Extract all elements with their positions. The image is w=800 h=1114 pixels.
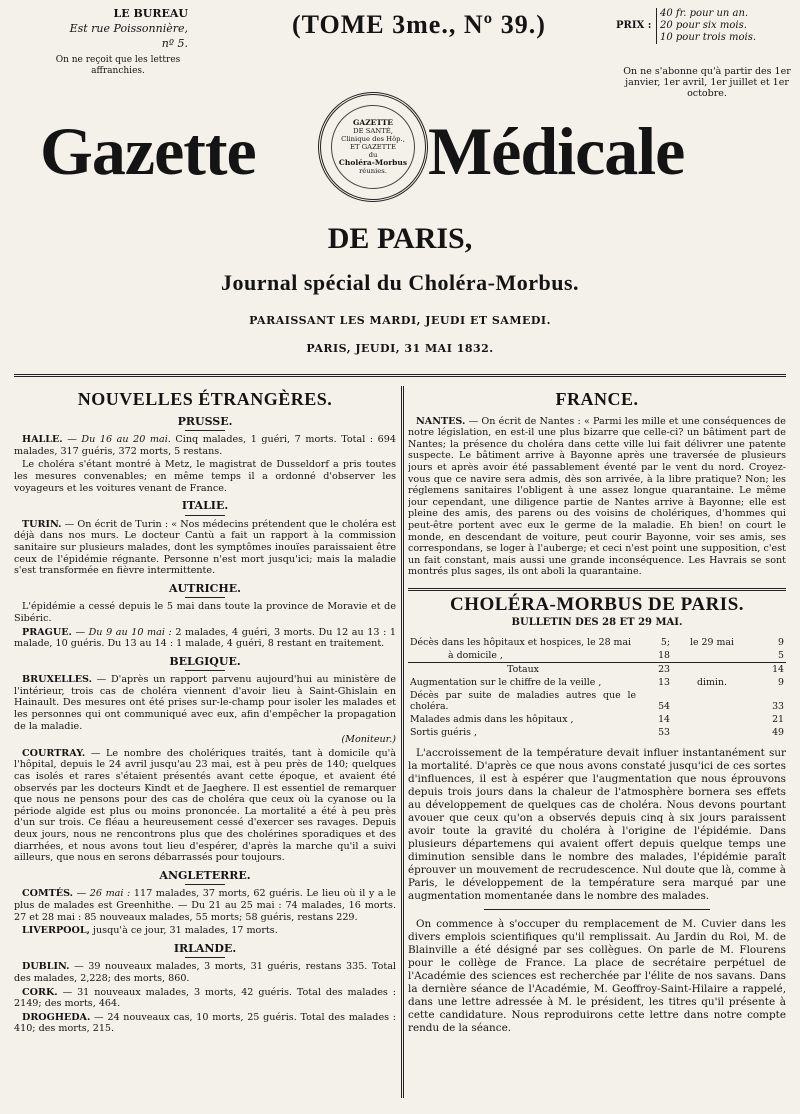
seal-emblem <box>318 92 428 202</box>
cholera-title: CHOLÉRA-MORBUS DE PARIS. <box>449 593 745 615</box>
paragraph-text: Cinq malades, 1 guéri, 7 morts. Total : 694 malades, 317 guéris, 372 morts, 5 restans. <box>14 434 396 457</box>
bureau-line: Est rue Poissonnière, <box>69 22 188 35</box>
row-label: Augmentation sur le chiffre de la veille , <box>410 677 602 689</box>
source-credit: (Moniteur.) <box>341 734 396 746</box>
price-label: PRIX : <box>616 20 652 31</box>
divider <box>185 515 225 516</box>
tome-number: (TOME 3me., Nº 39.) <box>292 10 546 39</box>
value-29: 49 <box>772 727 784 739</box>
section-title: FRANCE. <box>555 389 639 409</box>
value-28: 18 <box>658 650 670 662</box>
masthead-rule <box>14 374 786 377</box>
mid-label: le 29 mai <box>690 637 734 649</box>
bureau-address <box>48 6 188 77</box>
place-name: BRUXELLES. <box>22 674 92 686</box>
mid-label <box>672 649 752 663</box>
title-row <box>10 100 790 210</box>
bureau-note: On ne reçoit que les lettres affranchies. <box>55 55 181 76</box>
divider <box>484 909 711 910</box>
divider <box>185 884 225 885</box>
subscription-note: On ne s'abonne qu'à partir des 1er janvier, 1er avril, 1er juillet et 1er octobre. <box>623 66 791 99</box>
news-paragraph <box>14 601 396 624</box>
value-29: 9 <box>778 677 784 689</box>
news-paragraph <box>14 748 396 864</box>
academy-paragraph: On commence à s'occuper du remplacement de M. Cuvier dans les divers emplois scientifiques qu'il remplissait. Au Jardin du Roi, M. de Blainville a été désigné par ses collègues. On parle de M. Flourens pour le collège de France. La place de secrétaire perpétuel de l'Académie des sciences est recherchée par l'élite de nos savans. Dans la dernière séance de l'Académie, M. Geoffroy-Saint-Hilaire a rappelé, dans une lettre adressée à M. le président, les titres qu'il présente à cette candidature. Nous reproduirons cette lettre dans notre compte rendu de la séance. <box>408 918 786 1035</box>
mid-label <box>672 726 752 739</box>
bulletin-title: BULLETIN DES 28 ET 29 MAI. <box>511 616 683 628</box>
row-label: Décès dans les hôpitaux et hospices, le 28 mai <box>410 637 632 649</box>
date-range: — 26 mai : <box>76 888 131 900</box>
value-28: 13 <box>658 677 670 689</box>
place-name: PRAGUE. <box>22 626 72 638</box>
place-name: LIVERPOOL, <box>22 925 90 937</box>
news-paragraph <box>14 925 396 937</box>
paragraph-text: 2 malades, 4 guéri, 3 morts. Du 12 au 13 : 1 malade, 10 guéris. Du 13 au 14 : 1 malade, 4 guéri, 8 restant en traitement. <box>14 626 396 650</box>
bureau-line: nº 5. <box>161 37 188 50</box>
title-left: Gazette <box>40 113 256 189</box>
mid-label <box>672 663 752 677</box>
place-name: COMTÉS. <box>22 888 73 900</box>
row-label: Décès par suite de maladies autres que le choléra. <box>410 690 636 713</box>
place-name: CORK. <box>22 986 58 998</box>
right-column <box>408 386 786 1096</box>
place-name: DUBLIN. <box>22 961 70 973</box>
paragraph-text: — On écrit de Turin : « Nos médecins prétendent que le choléra est déjà dans nos murs. Le docteur Cantù a fait un rapport à la commission sanitaire sur plusieurs malades, dont les symptômes inouïes paraissaient être ceux de l'épidémie régnante. Personne n'est mort jusqu'ici; mais la maladie s'est transformée en fièvre intermittente. <box>14 518 396 577</box>
paragraph-text: — On écrit de Nantes : « Parmi les mille et une conséquences de notre législation, en est-il une plus bizarre que celle-ci? un bâtiment part de Nantes; la présence du choléra dans cette ville lui fait délivrer une patente suspecte. Le bâtiment arrive à Bayonne après une traversée de plusieurs jours et après avoir été passablement éventé par le vent du nord. Croyez-vous que ce navire sera admis, dès son arrivée, à la libre pratique? Non; les réglemens sanitaires l'obligent à une assez longue quarantaine. Le même jour cependant, une diligence partie de Nantes arrive à Bayonne; elle est pleine des amis, des parens ou des voisins de cholériques, d'hommes qui peut-être portent avec eux le germe de la maladie. Eh bien! on court le monde, en descendant de voiture, peut courir Bayonne, voir ses amis, ses correspondans, se loger à l'auberge; et ceci n'est point une supposition, c'est un fait constant, mais aussi une grande inconséquence. Les Havrais se sont montrés plus sages, ils ont aboli la quarantaine. <box>408 415 786 578</box>
value-29: 14 <box>752 663 786 677</box>
journal-subtitle: Journal spécial du Choléra-Morbus. <box>220 270 580 295</box>
divider <box>185 670 225 671</box>
news-paragraph <box>14 674 396 732</box>
value-29: 5 <box>778 650 784 662</box>
country-heading: ANGLETERRE. <box>159 868 251 882</box>
paragraph-text: jusqu'à ce jour, 31 malades, 17 morts. <box>89 925 278 937</box>
price-list <box>656 8 756 44</box>
seal-line: du <box>368 151 378 159</box>
news-paragraph <box>14 459 396 494</box>
news-paragraph <box>14 434 396 457</box>
left-column <box>14 386 396 1096</box>
country-heading: ITALIE. <box>181 499 229 513</box>
price-row: 10 pour trois mois. <box>660 32 757 43</box>
commentary-paragraph: L'accroissement de la température devait influer instantanément sur la mortalité. D'après ce que nous avons constaté jusqu'ici de ces sortes d'influences, il est à espérer que l'augmentation que nous éprouvons depuis trois jours dans la chaleur de l'atmosphère bornera ses effets au développement de quelques cas de choléra. Nous devons pourtant avouer que ceux qu'on a observés depuis cinq à six jours paraissent avoir toute la gravité du choléra à l'origine de l'épidémie. Dans plusieurs départemens qui avaient offert depuis quelque temps une diminution sensible dans le nombre des malades, l'épidémie paraît éprouver un mouvement de recrudescence. Nul doute que là, comme à Paris, le développement de la température sera marqué par une augmentation momentanée dans le nombre des malades. <box>408 747 786 903</box>
country-heading: PRUSSE. <box>177 414 233 428</box>
paragraph-text: — D'après un rapport parvenu aujourd'hui au ministère de l'intérieur, trois cas de choléra viennent d'avoir lieu à Saint-Ghislain en Hainault. Des mesures ont été prises sur-le-champ pour isoler les malades et les personnes qui ont communiqué avec eux, afin d'empêcher la propagation de la maladie. <box>14 674 396 732</box>
paragraph-text: — 24 nouveaux cas, 10 morts, 25 guéris. Total des malades : 410; des morts, 215. <box>14 1011 396 1035</box>
section-title: NOUVELLES ÉTRANGÈRES. <box>77 389 333 409</box>
issue-date: PARIS, JEUDI, 31 MAI 1832. <box>306 342 494 355</box>
section-rule <box>408 588 786 591</box>
mid-label <box>672 713 752 726</box>
place-name: NANTES. <box>416 415 466 427</box>
masthead-top <box>10 0 790 100</box>
divider <box>185 597 225 598</box>
bulletin-table <box>408 636 786 739</box>
seal-line: Clinique des Hôp., <box>341 135 405 143</box>
paragraph-text: — Le nombre des cholériques traités, tant à domicile qu'à l'hôpital, depuis le 24 avril jusqu'au 23 mai, est à peu près de 140; quelques cas isolés et rares s'étaient présentés avant cette époque, et avaient été observés par les docteurs Kindt et de Jaeghere. Il est essentiel de remarquer que nous ne pensons pour des cas de choléra que ceux où la cyanose ou la période algide est plus ou moins prononcée. La mortalité a été à peu près d'un sur trois. Ce fléau a heureusement cessé d'exercer ses ravages. Depuis deux jours, nous ne rencontrons plus que des cholérines sporadiques et des diarrhées, et nous avons tout lieu d'espérer, d'après la marche qu'il a suivi ailleurs, que nous en serons débarrassés pour toujours. <box>14 747 396 864</box>
row-label: Sortis guéris , <box>410 727 477 739</box>
seal-line: GAZETTE <box>352 118 394 127</box>
country-heading: IRLANDE. <box>173 941 237 955</box>
value-28: 5; <box>660 637 670 649</box>
place-name: TURIN. <box>22 518 62 530</box>
title-right: Médicale <box>428 113 685 189</box>
place-name: DROGHEDA. <box>22 1011 91 1023</box>
subtitle-de-paris: DE PARIS, <box>327 222 473 255</box>
seal-line: DE SANTÉ, <box>353 127 393 135</box>
row-label: à domicile , <box>448 650 503 662</box>
news-paragraph <box>14 1012 396 1035</box>
row-label: Totaux <box>408 663 638 677</box>
row-label: Malades admis dans les hôpitaux , <box>410 714 574 726</box>
table-row <box>408 649 786 663</box>
news-paragraph <box>14 961 396 984</box>
country-heading: BELGIQUE. <box>169 654 241 668</box>
paragraph-text: — 31 nouveaux malades, 3 morts, 42 guéris. Total des malades : 2149; des morts, 464. <box>14 986 396 1010</box>
mid-label: dimin. <box>697 677 727 689</box>
value-28: 54 <box>658 701 670 713</box>
price-row: 40 fr. pour un an. <box>660 8 749 19</box>
date-range: — Du 16 au 20 mai. <box>67 434 171 446</box>
seal-line: Choléra-Morbus <box>338 158 408 167</box>
country-heading: AUTRICHE. <box>169 581 241 595</box>
table-row <box>408 676 786 689</box>
news-paragraph <box>14 888 396 923</box>
publication-days: PARAISSANT LES MARDI, JEUDI ET SAMEDI. <box>249 314 551 327</box>
seal-text <box>331 105 415 189</box>
news-paragraph <box>14 987 396 1010</box>
paragraph-text: Le choléra s'étant montré à Metz, le magistrat de Dusseldorf a pris toutes les mesures convenables; en même temps il a ordonné d'observer les voyageurs et les voitures venant de France. <box>14 459 396 494</box>
value-28: 53 <box>658 727 670 739</box>
seal-line: ET GAZETTE <box>350 143 396 151</box>
column-rule <box>401 386 404 1098</box>
paragraph-text: — 39 nouveaux malades, 3 morts, 31 guéris, restans 335. Total des malades, 2,228; des morts, 860. <box>14 961 396 984</box>
table-row <box>408 663 786 677</box>
divider <box>185 957 225 958</box>
table-row <box>408 636 786 649</box>
divider <box>185 430 225 431</box>
table-row <box>408 713 786 726</box>
price-row: 20 pour six mois. <box>660 20 747 31</box>
news-paragraph <box>408 416 786 578</box>
table-row <box>408 726 786 739</box>
table-row <box>408 689 786 713</box>
mid-label <box>672 689 752 713</box>
place-name: COURTRAY. <box>22 747 86 759</box>
news-paragraph <box>14 519 396 577</box>
value-29: 9 <box>778 637 784 649</box>
seal-line: réunies. <box>359 167 387 175</box>
bureau-line: LE BUREAU <box>113 7 188 20</box>
paragraph-text: 117 malades, 37 morts, 62 guéris. Le lieu où il y a le plus de malades est Greenhithe. — Du 21 au 25 mai : 74 malades, 16 morts. 27 et 28 mai : 85 nouveaux malades, 55 morts; 58 guéris, restans 229. <box>14 888 396 923</box>
date-range: — Du 9 au 10 mai : <box>75 626 172 638</box>
place-name: HALLE. <box>22 434 63 446</box>
value-28: 23 <box>638 663 672 677</box>
value-29: 21 <box>772 714 784 726</box>
paragraph-text: L'épidémie a cessé depuis le 5 mai dans toute la province de Moravie et de Sibéric. <box>14 601 396 624</box>
value-29: 33 <box>772 701 784 713</box>
news-paragraph <box>14 627 396 650</box>
value-28: 14 <box>658 714 670 726</box>
